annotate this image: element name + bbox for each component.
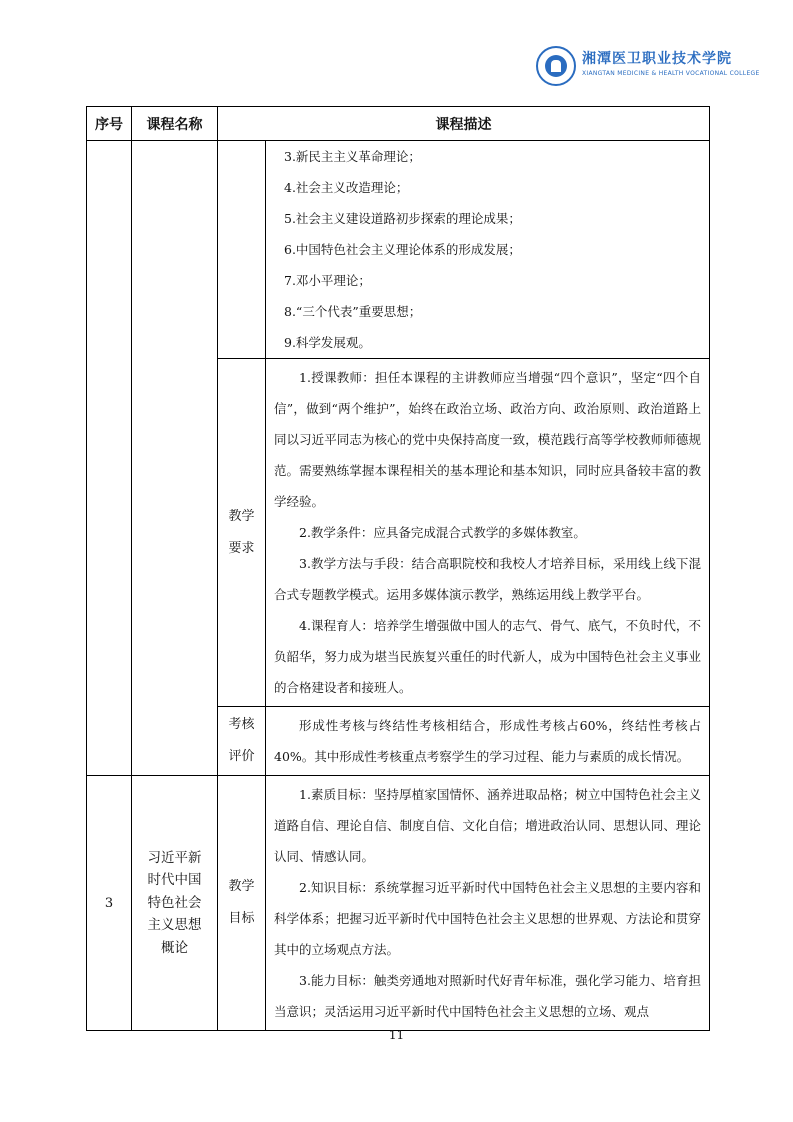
table-row [87,141,710,359]
page-number: 11 [388,1028,405,1042]
paragraph: 4.课程育人：培养学生增强做中国人的志气、骨气、底气，不负时代，不负韶华，努力成为堪当民族复兴重任的时代新人，成为中国特色社会主义事业的合格建设者和接班人。 [274,618,701,695]
header-course-desc: 课程描述 [218,107,710,141]
assessment-label: 考核 评价 [218,707,266,776]
list-item: 3.新民主主义革命理论； [284,149,421,164]
paragraph: 形成性考核与终结性考核相结合，形成性考核占60%，终结性考核占40%。其中形成性考核重点考察学生的学习过程、能力与素质的成长情况。 [274,718,701,764]
header-course-name: 课程名称 [132,107,218,141]
paragraph: 2.教学条件：应具备完成混合式教学的多媒体教室。 [299,525,586,540]
list-item: 6.中国特色社会主义理论体系的形成发展； [284,242,521,257]
teaching-goal-content [266,776,710,1031]
paragraph: 3.教学方法与手段：结合高职院校和我校人才培养目标，采用线上线下混合式专题教学模式。运用多媒体演示教学，熟练运用线上教学平台。 [274,556,701,602]
teaching-req-content [266,359,710,707]
prev-seq-cell [87,141,132,776]
assessment-content [266,707,710,776]
teaching-req-label: 教学 要求 [218,359,266,707]
prev-name-cell [132,141,218,776]
school-name-cn: 湘潭医卫职业技术学院 [582,51,732,67]
list-item: 4.社会主义改造理论； [284,180,409,195]
list-item: 5.社会主义建设道路初步探索的理论成果； [284,211,521,226]
course-name: 习近平新 时代中国 特色社会 主义思想 概论 [132,776,218,1031]
list-item: 8.“三个代表”重要思想； [284,304,422,319]
school-emblem-icon [536,46,576,86]
list-item: 7.邓小平理论； [284,273,371,288]
list-item: 9.科学发展观。 [284,335,371,350]
table-row [87,776,710,1031]
course-table [86,106,710,1031]
prev-content-cell [266,141,710,359]
teaching-goal-label: 教学 目标 [218,776,266,1031]
paragraph: 2.知识目标：系统掌握习近平新时代中国特色社会主义思想的主要内容和科学体系；把握习近平新时代中国特色社会主义思想的世界观、方法论和贯穿其中的立场观点方法。 [274,880,701,957]
paragraph: 1.授课教师：担任本课程的主讲教师应当增强“四个意识”，坚定“四个自信”，做到“两个维护”，始终在政治立场、政治方向、政治原则、政治道路上同以习近平同志为核心的党中央保持高度一致，模范践行高等学校教师师德规范。需要熟练掌握本课程相关的基本理论和基本知识，同时应具备较丰富的教学经验。 [274,370,701,509]
table-header-row [87,107,710,141]
school-logo [536,44,760,88]
header-seq: 序号 [87,107,132,141]
school-name-en: XIANGTAN MEDICINE & HEALTH VOCATIONAL COLLEGE [582,70,760,77]
prev-content-label-cell [218,141,266,359]
paragraph: 1.素质目标：坚持厚植家国情怀、涵养进取品格；树立中国特色社会主义道路自信、理论自信、制度自信、文化自信；增进政治认同、思想认同、理论认同、情感认同。 [274,787,701,864]
paragraph: 3.能力目标：触类旁通地对照新时代好青年标准，强化学习能力、培育担当意识；灵活运用习近平新时代中国特色社会主义思想的立场、观点 [274,973,701,1019]
course-seq: 3 [87,776,132,1031]
